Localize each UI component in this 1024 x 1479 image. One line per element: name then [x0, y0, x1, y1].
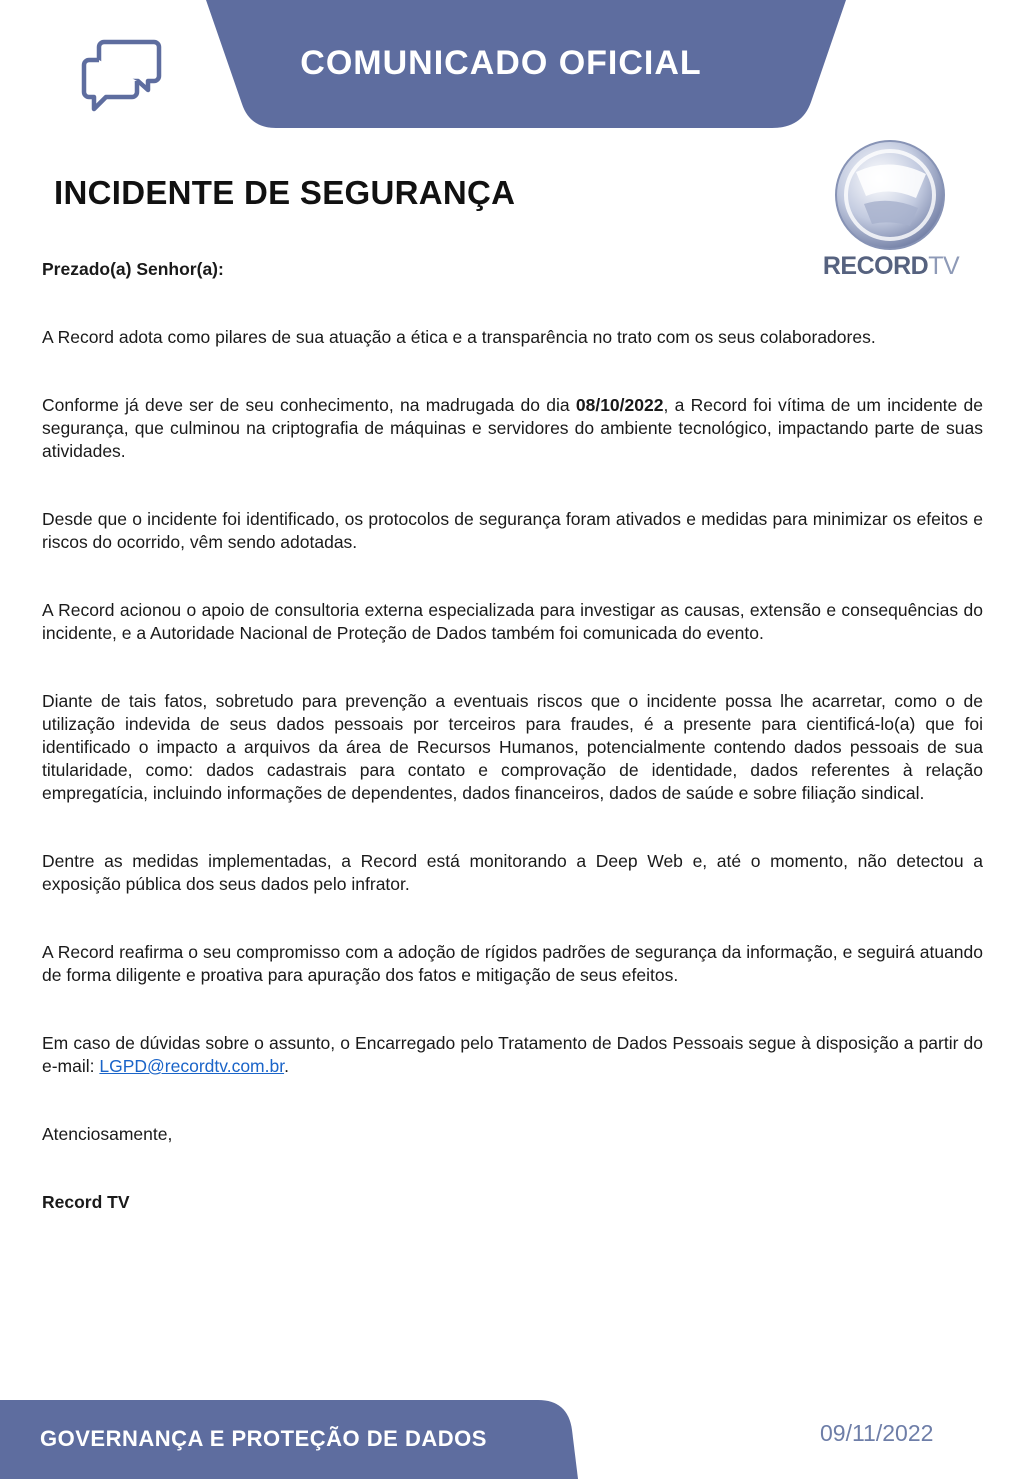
greeting: Prezado(a) Senhor(a): [42, 259, 224, 279]
paragraph: A Record reafirma o seu compromisso com a adoção de rígidos padrões de segurança da informação, e seguirá atuando de forma diligente e proativa para apuração dos fatos e mitigação de seus efeitos. [42, 942, 983, 985]
paragraph: Dentre as medidas implementadas, a Record está monitorando a Deep Web e, até o momento, não detectou a exposição pública dos seus dados pelo infrator. [42, 851, 983, 894]
closing: Atenciosamente, [42, 1124, 173, 1144]
email-link[interactable]: LGPD@recordtv.com.br [99, 1056, 285, 1076]
letter-body [42, 258, 983, 1214]
footer-label: GOVERNANÇA E PROTEÇÃO DE DADOS [40, 1426, 487, 1451]
chat-bubbles-icon [80, 38, 164, 114]
paragraph: Diante de tais fatos, sobretudo para prevenção a eventuais riscos que o incidente possa lhe acarretar, como o de utilização indevida de seus dados pessoais por terceiros para fraudes, é a presente para cientificá-lo(a) que foi identificado o impacto a arquivos da área de Recursos Humanos, potencialmente contendo dados pessoais de sua titularidade, como: dados cadastrais para contato e comprovação de identidade, dados referentes à relação empregatícia, incluindo informações de dependentes, dados financeiros, dados de saúde e sobre filiação sindical. [42, 691, 983, 803]
paragraph: A Record acionou o apoio de consultoria externa especializada para investigar as causas, extensão e consequências do incidente, e a Autoridade Nacional de Proteção de Dados também foi comunicada do evento. [42, 600, 983, 643]
paragraph: Em caso de dúvidas sobre o assunto, o Encarregado pelo Tratamento de Dados Pessoais segue à disposição a partir do e-mail: LGPD@recordtv.com.br. [42, 1033, 983, 1076]
footer-banner [0, 1400, 578, 1479]
header-title: COMUNICADO OFICIAL [300, 44, 702, 82]
paragraph: A Record adota como pilares de sua atuação a ética e a transparência no trato com os seus colaboradores. [42, 327, 876, 347]
signature: Record TV [42, 1192, 130, 1212]
incident-date: 08/10/2022 [575, 395, 664, 415]
document-title: INCIDENTE DE SEGURANÇA [54, 174, 516, 211]
footer-date: 09/11/2022 [820, 1420, 934, 1446]
header-banner [206, 0, 846, 128]
paragraph: Conforme já deve ser de seu conhecimento, na madrugada do dia 08/10/2022, a Record foi vítima de um incidente de segurança, que culminou na criptografia de máquinas e servidores do ambiente tecnológico, impactando parte de suas atividades. [42, 395, 983, 461]
logo-wordmark: RECORDTV [822, 252, 960, 280]
paragraph: Desde que o incidente foi identificado, os protocolos de segurança foram ativados e medidas para minimizar os efeitos e riscos do ocorrido, vêm sendo adotadas. [42, 509, 983, 552]
